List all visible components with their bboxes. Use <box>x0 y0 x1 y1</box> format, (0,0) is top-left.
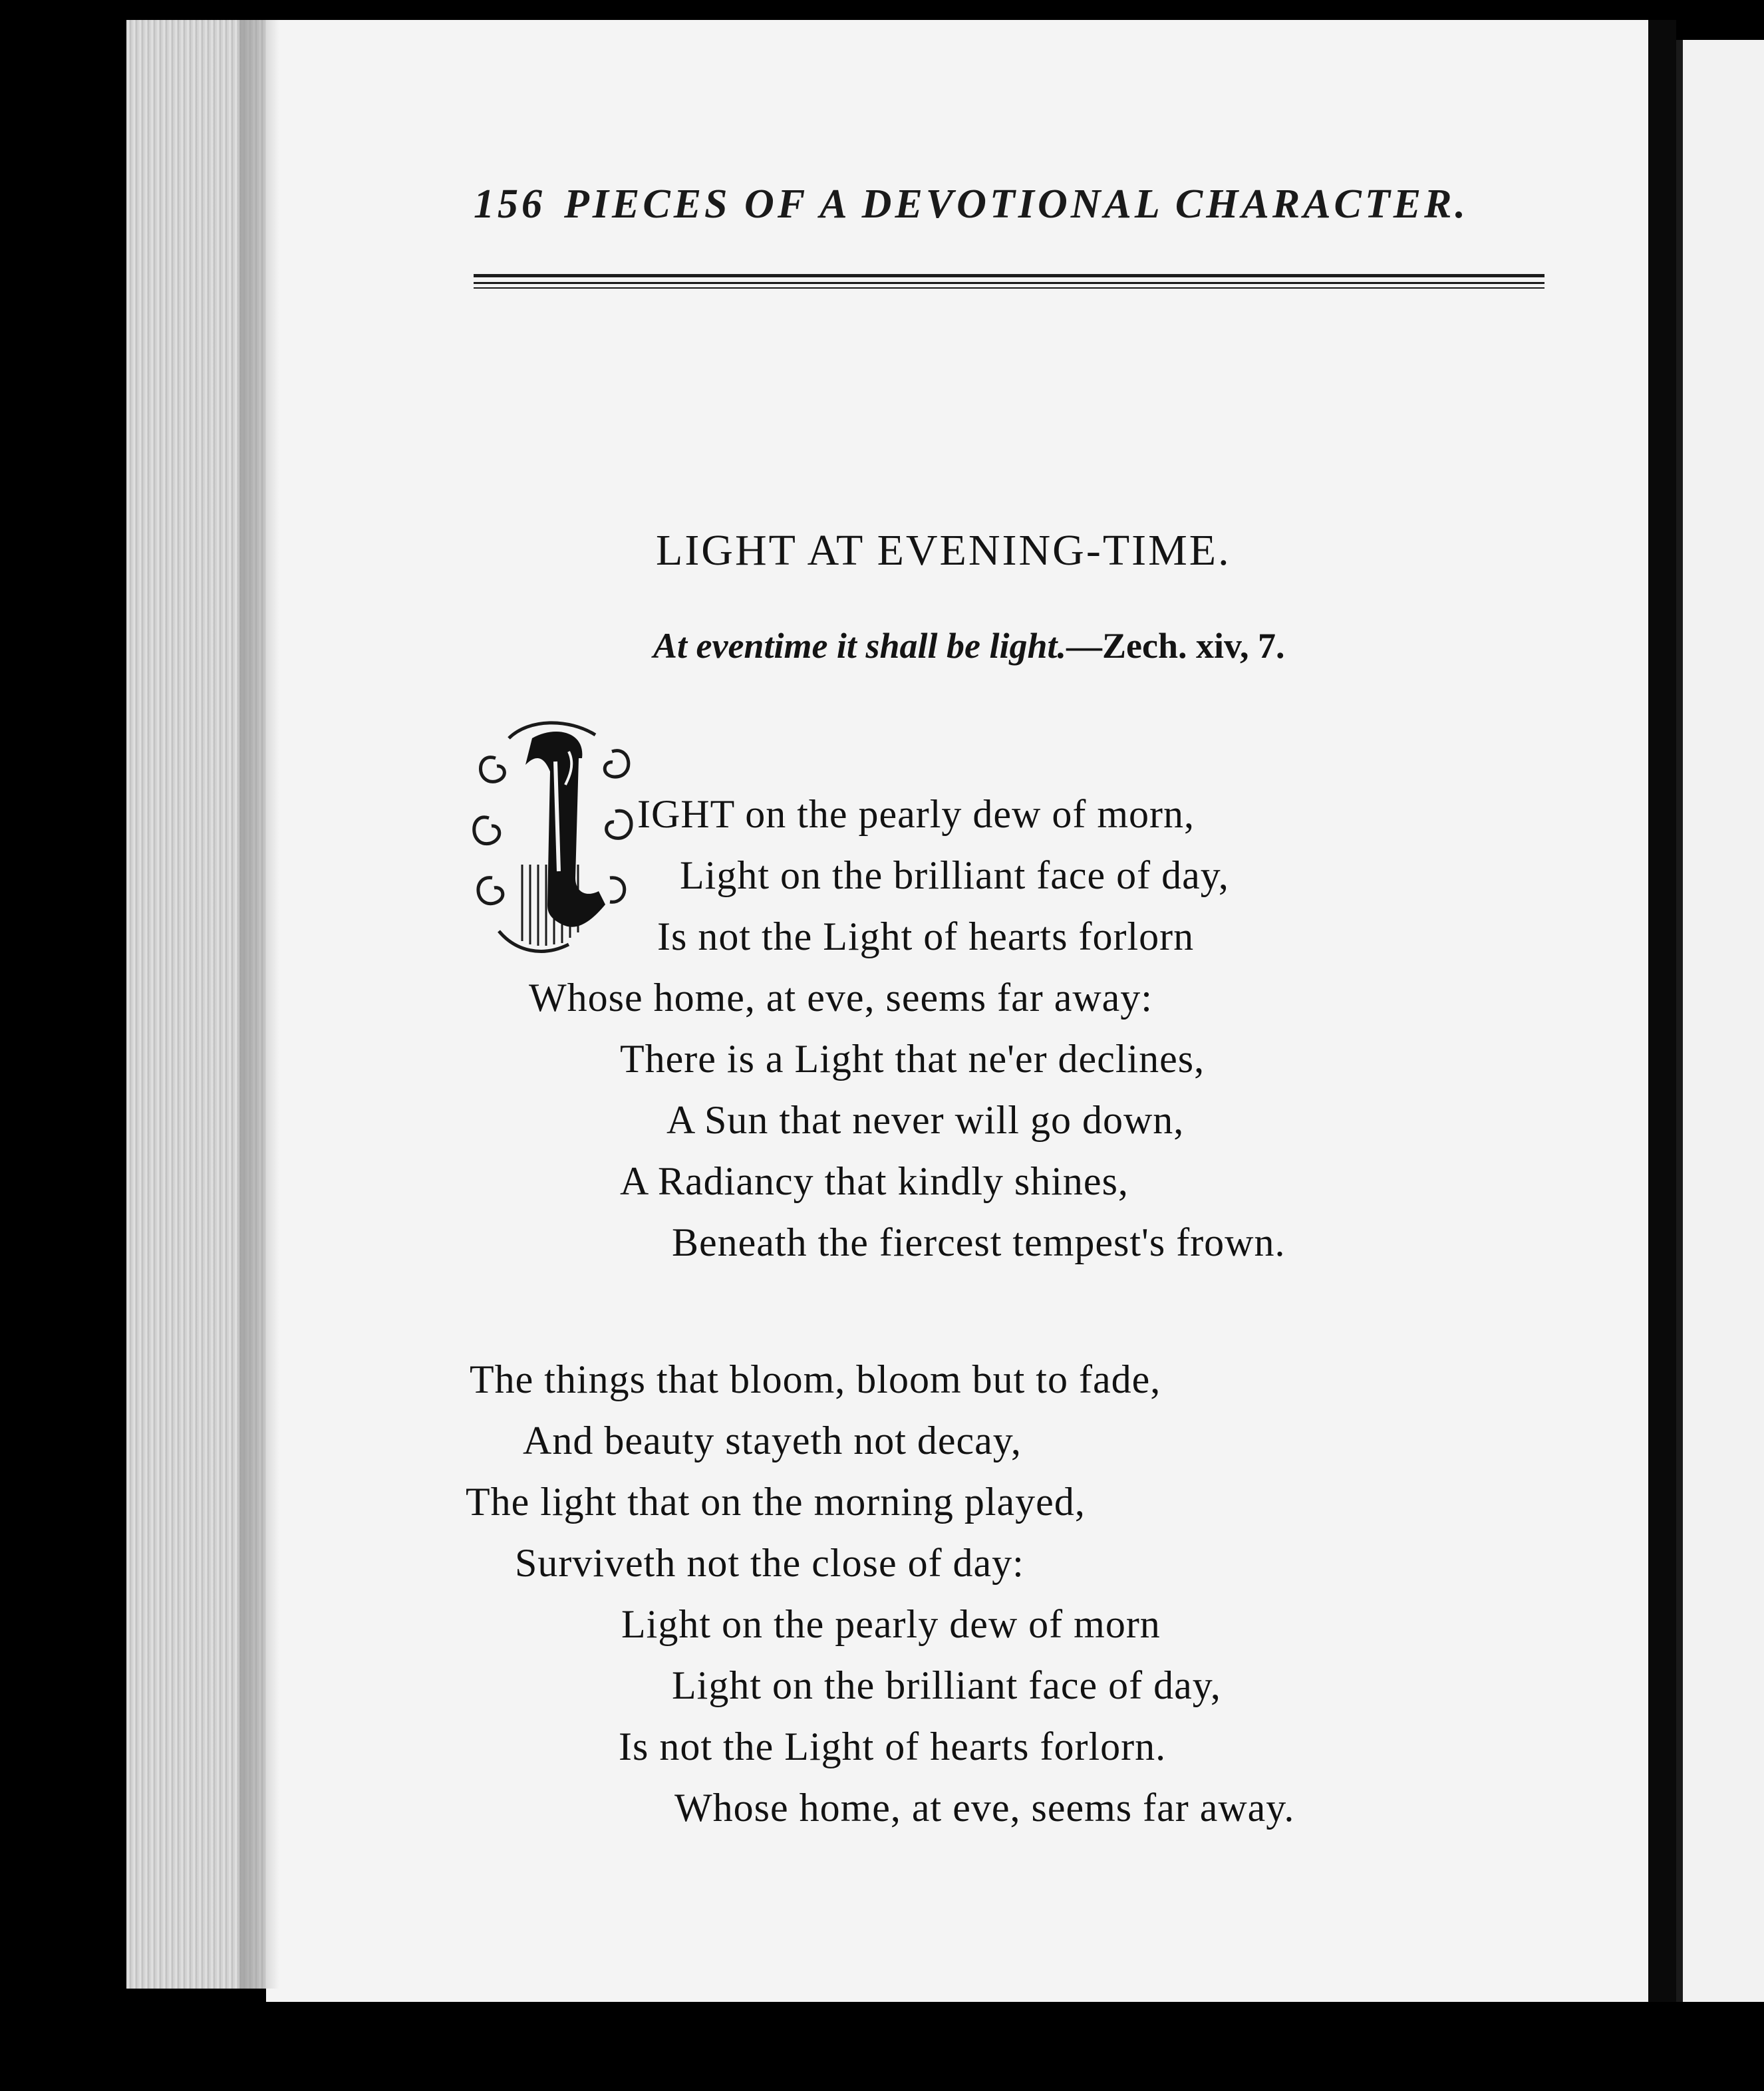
verse-line: Light on the pearly dew of morn <box>621 1602 1161 1646</box>
verse-line: Light on the brilliant face of day, <box>680 853 1229 897</box>
verse-line: And beauty stayeth not decay, <box>523 1419 1022 1463</box>
verse-line: IGHT on the pearly dew of morn, <box>637 792 1195 836</box>
verse-line: The things that bloom, bloom but to fade, <box>470 1357 1161 1401</box>
page-number: 156 <box>474 182 545 227</box>
header-rule <box>474 287 1544 289</box>
verse-line: There is a Light that ne'er declines, <box>620 1037 1205 1081</box>
verse-line: Whose home, at eve, seems far away. <box>674 1786 1295 1830</box>
verse-line: Light on the brilliant face of day, <box>672 1663 1221 1707</box>
poem-title: LIGHT AT EVENING-TIME. <box>656 526 1231 575</box>
verse-line: Is not the Light of hearts forlorn <box>657 914 1195 958</box>
verse-line: A Radiancy that kindly shines, <box>620 1159 1129 1203</box>
book-gutter <box>1648 20 1676 2002</box>
verse-line: The light that on the morning played, <box>466 1480 1086 1524</box>
header-rule <box>474 282 1544 284</box>
verse-line: Surviveth not the close of day: <box>515 1541 1024 1585</box>
epigraph-quote: At eventime it shall be light. <box>653 626 1066 666</box>
ornamental-drop-cap-l-icon <box>469 712 642 964</box>
running-head <box>474 181 1538 228</box>
facing-page-edge <box>1676 40 1764 2002</box>
header-rule <box>474 274 1544 277</box>
verse-line: Is not the Light of hearts forlorn. <box>619 1725 1167 1768</box>
page-edge-shadow <box>239 20 279 1989</box>
epigraph-reference: —Zech. xiv, 7. <box>1066 626 1285 666</box>
verse-line: Whose home, at eve, seems far away: <box>529 976 1153 1020</box>
verse-line: Beneath the fiercest tempest's frown. <box>672 1220 1286 1264</box>
verse-line: A Sun that never will go down, <box>666 1098 1185 1142</box>
running-title: PIECES OF A DEVOTIONAL CHARACTER. <box>564 182 1469 227</box>
epigraph <box>653 625 1285 666</box>
